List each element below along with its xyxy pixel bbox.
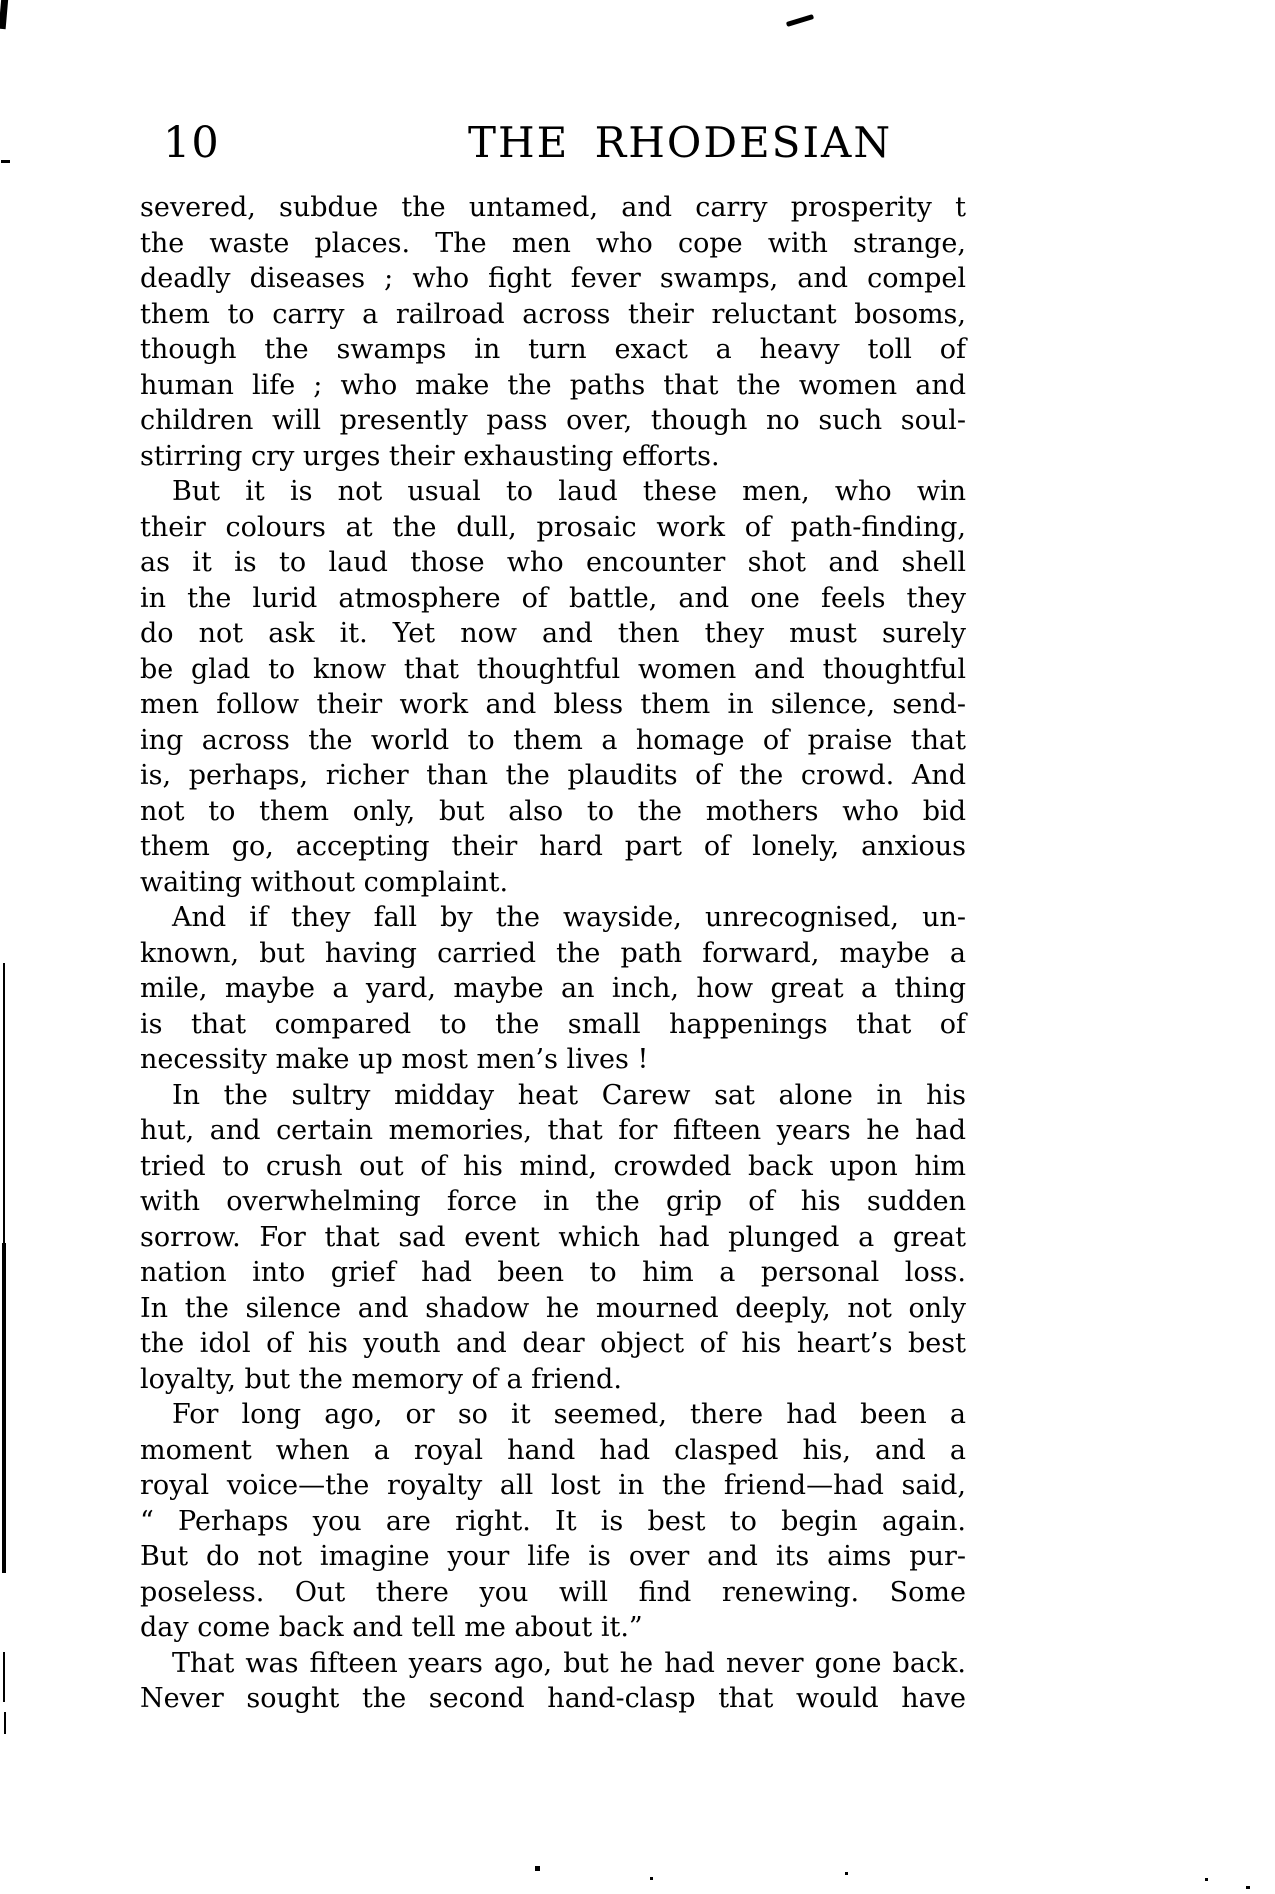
scan-artifact-speck (845, 1872, 848, 1875)
scan-artifact-left-line (3, 963, 5, 1243)
scan-artifact-speck (535, 1866, 540, 1871)
text-line: them go, accepting their hard part of lonely, anxious (140, 831, 966, 862)
text-line: is that compared to the small happenings that of (140, 1008, 966, 1040)
scan-artifact-left-line (4, 1712, 6, 1734)
text-line: In the sultry midday heat Carew sat alone in his (172, 1079, 966, 1111)
text-line: In the silence and shadow he mourned deeply, not only (140, 1292, 966, 1324)
paragraph (140, 474, 966, 900)
text-line: deadly diseases ; who fight fever swamps, and compel (140, 263, 966, 294)
text-line: do not ask it. Yet now and then they must surely (140, 618, 966, 649)
scan-artifact-speck (1246, 1886, 1250, 1889)
text-line: children will presently pass over, though no such soul- (140, 405, 966, 436)
scan-artifact-speck (1205, 1878, 1208, 1881)
text-line: known, but having carried the path forward, maybe a (140, 937, 966, 969)
scan-artifact-pen-dash (786, 14, 814, 27)
text-line: be glad to know that thoughtful women and thoughtful (140, 653, 966, 685)
text-line: poseless. Out there you will find renewing. Some (140, 1576, 966, 1608)
text-line: mile, maybe a yard, maybe an inch, how great a thing (140, 973, 966, 1004)
text-line: the waste places. The men who cope with strange, (140, 227, 966, 259)
text-line: But do not imagine your life is over and its aims pur- (140, 1541, 966, 1572)
paragraph (140, 1078, 966, 1398)
text-line: in the lurid atmosphere of battle, and one feels they (140, 582, 966, 614)
text-line: with overwhelming force in the grip of his sudden (140, 1186, 966, 1217)
text-line: hut, and certain memories, that for fifteen years he had (140, 1115, 966, 1146)
text-line: human life ; who make the paths that the women and (140, 369, 966, 401)
text-line: their colours at the dull, prosaic work of path-finding, (140, 511, 966, 543)
text-line: tried to crush out of his mind, crowded back upon him (140, 1150, 966, 1182)
text-line: Never sought the second hand-clasp that would have (140, 1683, 966, 1714)
text-line: waiting without complaint. (140, 866, 509, 898)
scan-artifact-speck (650, 1877, 653, 1880)
text-line: stirring cry urges their exhausting efforts. (140, 440, 720, 472)
text-line: nation into grief had been to him a personal loss. (140, 1257, 966, 1288)
text-line: them to carry a railroad across their reluctant bosoms, (140, 298, 966, 330)
text-line: not to them only, but also to the mothers who bid (140, 795, 966, 827)
paragraph (140, 1646, 966, 1717)
running-title: THE RHODESIAN (468, 118, 893, 167)
paragraph (140, 1397, 966, 1646)
text-line: men follow their work and bless them in silence, send- (140, 689, 966, 720)
text-line: is, perhaps, richer than the plaudits of the crowd. And (140, 760, 966, 791)
text-line: necessity make up most men’s lives ! (140, 1044, 649, 1075)
text-line: moment when a royal hand had clasped his, and a (140, 1434, 966, 1466)
paragraph (140, 900, 966, 1078)
text-line: day come back and tell me about it.” (140, 1612, 643, 1643)
scan-artifact-margin-dash (1, 160, 10, 163)
text-line: “ Perhaps you are right. It is best to begin again. (140, 1505, 966, 1537)
text-line: royal voice—the royalty all lost in the friend—had said, (140, 1470, 966, 1501)
text-line: For long ago, or so it seemed, there had been a (172, 1399, 966, 1430)
text-line: though the swamps in turn exact a heavy toll of (140, 334, 966, 365)
text-line: as it is to laud those who encounter shot and shell (140, 547, 966, 578)
text-line: the idol of his youth and dear object of his heart’s best (140, 1328, 966, 1359)
scan-artifact-left-line (2, 1243, 6, 1573)
text-line: But it is not usual to laud these men, who win (172, 476, 966, 507)
page-body (140, 190, 966, 1717)
text-line: loyalty, but the memory of a friend. (140, 1363, 622, 1395)
page-number: 10 (163, 118, 220, 168)
text-line: That was fifteen years ago, but he had never gone back. (172, 1647, 966, 1679)
scan-artifact-corner-stroke (0, 0, 8, 29)
text-line: sorrow. For that sad event which had plunged a great (140, 1221, 966, 1253)
text-line: ing across the world to them a homage of praise that (140, 724, 966, 756)
paragraph (140, 190, 966, 474)
text-line: And if they fall by the wayside, unrecognised, un- (172, 902, 966, 933)
text-line: severed, subdue the untamed, and carry prosperity t (140, 192, 966, 223)
scan-artifact-left-line (3, 1652, 5, 1702)
